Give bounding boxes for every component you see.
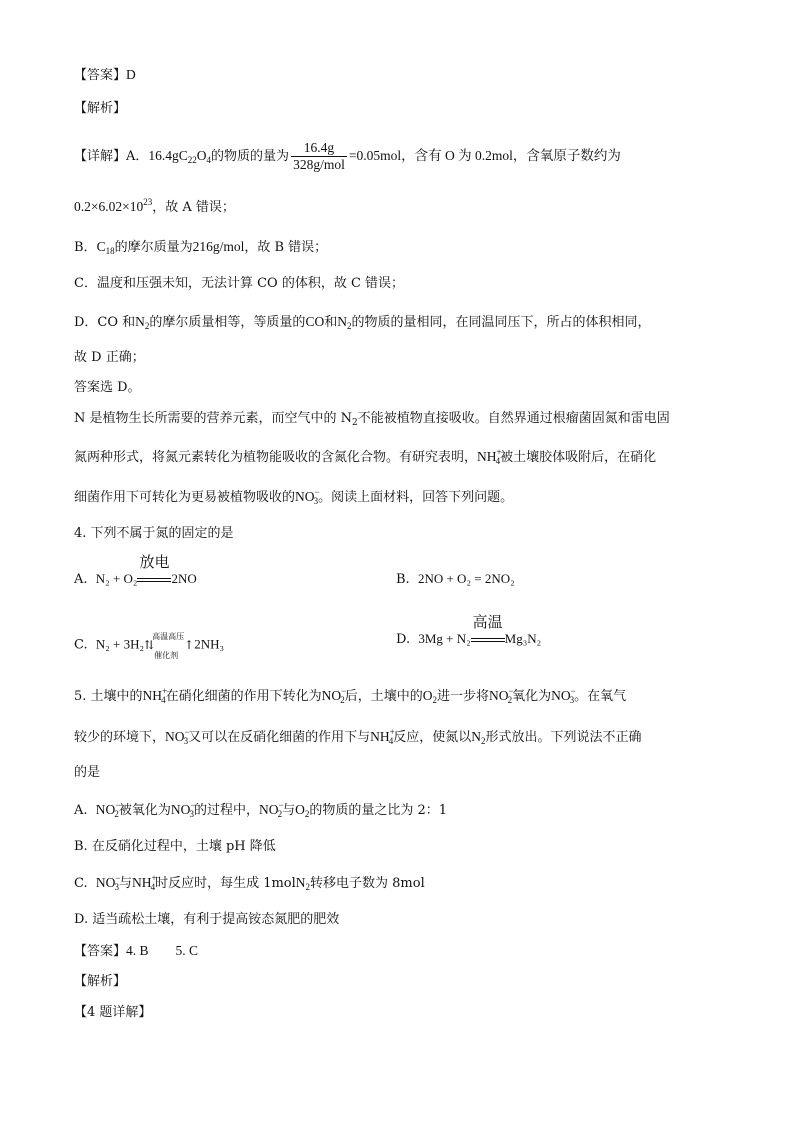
a-text1: 的物质的量为 xyxy=(211,149,290,164)
q5-line1: 5. 土壤中的$NH^+_4$在硝化细菌的作用下转化为$NO^-_2$后，土壤中的$O_2$进一步将$NO^-_2$氧化为$NO^-_3$。在氧气 xyxy=(74,686,627,705)
q4-option-c[interactable]: C. N₂ + 3H₂ ⇅ 高温高压 催化剂 ↑ 2NH₃ xyxy=(74,632,225,660)
a-text2: =0.05mol，含有 O 为 0.2mol，含氧原子数约为 xyxy=(348,148,621,163)
a-mass: $16.4gC_{22}O_4$ xyxy=(148,148,212,165)
q5-option-b[interactable]: B. 在反硝化过程中，土壤 pH 降低 xyxy=(74,839,276,854)
answer2-line xyxy=(74,942,198,961)
answer2-label: 【答案】 xyxy=(74,944,127,959)
analysis2-label: 【解析】 xyxy=(74,974,127,989)
answer-label: 【答案】 xyxy=(74,68,127,83)
q5-line2: 较少的环境下，$NO^-_3$又可以在反硝化细菌的作用下与$NH^+_4$反应，使氮以$N_2$形式放出。下列说法不正确 xyxy=(74,727,642,746)
q5-option-a[interactable]: A. $NO^-_2$被氧化为$NO^-_3$的过程中，$NO^-_2$与$O_2$的物质的量之比为 2：1 xyxy=(74,800,448,819)
passage-line2: 氮两种形式，将氮元素转化为植物能吸收的含氮化合物。有研究表明，$NH^+_4$被土壤胶体吸附后，在硝化 xyxy=(74,447,657,466)
detail-a-line xyxy=(74,140,621,173)
passage-line1: N 是植物生长所需要的营养元素，而空气中的 $N_2$不能被植物直接吸收。自然界通过根瘤菌固氮和雷电固 xyxy=(74,411,670,428)
q4-option-d[interactable]: D. 3Mg + N₂ 高温 Mg₃N₂ xyxy=(396,613,542,647)
detail-b-line: B．$C_{18}$的摩尔质量为216g/mol，故 B 错误； xyxy=(74,239,328,256)
detail-a-line2: $0.2\times 6.02\times 10^{23}$，故 A 错误； xyxy=(74,197,235,215)
q5-option-d[interactable]: D. 适当疏松土壤，有利于提高铵态氮肥的肥效 xyxy=(74,912,340,927)
answer-line xyxy=(74,66,136,85)
q5-option-c[interactable]: C. $NO^-_3$与$NH^+_4$时反应时，每生成 1molN$_2$转移电子数为 8mol xyxy=(74,873,425,892)
answer-value: D xyxy=(126,67,136,82)
detail-d-line: D．CO 和$N_2$的摩尔质量相等，等质量的CO和$N_2$的物质的量相同，在同温同压下，所占的体积相同， xyxy=(74,314,651,331)
q4-option-b[interactable]: B. 2NO + O₂ = 2NO₂ xyxy=(396,571,515,587)
detail4-label: 【4 题详解】 xyxy=(74,1005,152,1020)
detail-d-line2: 故 D 正确； xyxy=(74,350,145,365)
reversible-catalyst-arrow: ⇅ 高温高压 催化剂 ↑ xyxy=(144,632,195,660)
molar-fraction: $\frac{16.4g}{\text{328g/mol}}$ xyxy=(293,140,345,172)
high-temp-arrow: 高温 xyxy=(471,631,505,649)
q5-line3: 的是 xyxy=(74,765,101,780)
detail-label: 【详解】 xyxy=(74,149,127,164)
answer2-value: 4. B 5. C xyxy=(126,943,199,958)
answer-choose: 答案选 D。 xyxy=(74,380,141,395)
q4-stem: 4. 下列不属于氮的固定的是 xyxy=(74,526,234,541)
analysis-label: 【解析】 xyxy=(74,101,127,116)
detail-c-line: C．温度和压强未知，无法计算 CO 的体积，故 C 错误； xyxy=(74,276,405,291)
discharge-arrow: 放电 xyxy=(137,571,171,589)
q4-option-a[interactable]: A. N₂ + O₂ 放电 2NO xyxy=(74,553,197,587)
option-a-prefix: A． xyxy=(126,149,149,164)
passage-line3: 细菌作用下可转化为更易被植物吸收的$NO^-_3$。阅读上面材料，回答下列问题。 xyxy=(74,487,514,506)
